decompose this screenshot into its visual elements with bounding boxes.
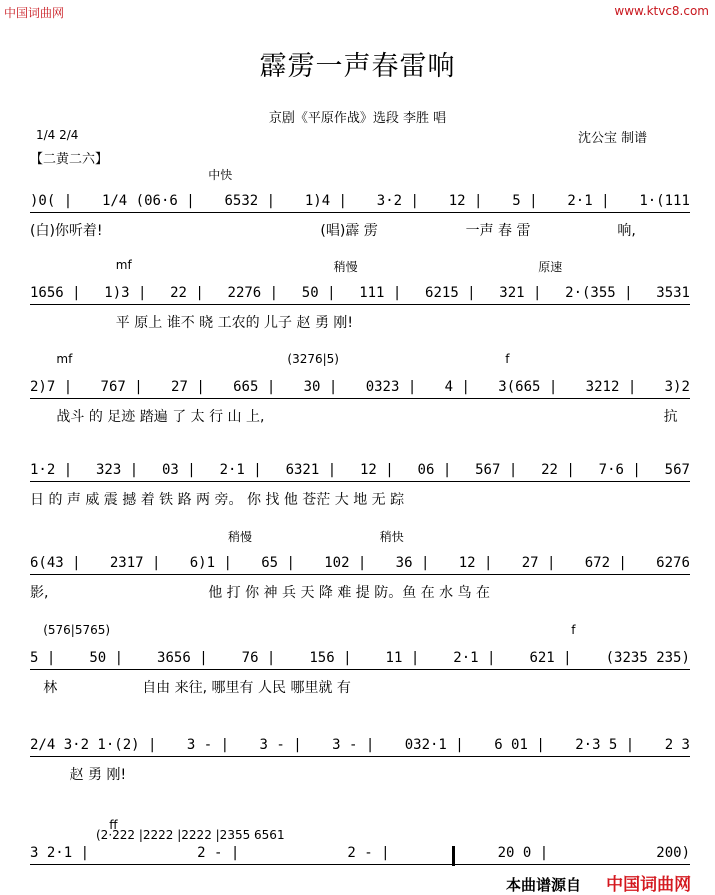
row-5-bar-1: 6(43 | [30,555,81,571]
row-6-bar-4: 76 | [241,650,276,666]
row-5-lyric-2: 他 打 你 神 兵 天 降 难 提 防。鱼 在 水 鸟 在 [208,585,491,601]
row-5-bar-6: 36 | [395,555,430,571]
row-6-bar-6: 11 | [385,650,420,666]
row-7-bar-3: 3 - | [259,737,302,753]
row-3-bar-6: 0323 | [365,379,417,395]
row-1-bar-3: 6532 | [224,193,276,209]
row-2-bar-1: 1656 | [30,285,81,301]
row-2-bar-5: 50 | [301,285,336,301]
row-7-lyric-1: 赵 勇 刚! [69,767,127,783]
row-8-bar-1: 3 2·1 | [30,845,90,861]
row-8-mark-2: (2·222 |2222 |2222 |2355 6561 [96,828,285,842]
row-3-lyric-1: 战斗 的 足迹 踏遍 了 太 行 山 上, [56,409,265,425]
row-3-bar-1: 2)7 | [30,379,73,395]
row-6-bar-7: 2·1 | [453,650,496,666]
row-8-beam [30,864,690,865]
row-5-bar-4: 65 | [261,555,295,571]
row-2-bar-4: 2276 | [227,285,279,301]
row-4-notes [30,462,690,478]
row-2-lyric-1: 平 原上 谁不 晓 工农的 儿子 赵 勇 刚! [115,315,354,331]
row-8-notes [30,845,690,861]
row-3-bar-3: 27 | [171,379,205,395]
row-3-bar-10: 3)2 [664,379,690,395]
song-title: 霹雳一声春雷响 [259,51,456,82]
row-2-mark-1: mf [115,258,132,272]
row-3-notes [30,379,690,395]
row-8-bar-3: 2 - | [347,845,390,861]
row-2-beam [30,304,690,305]
row-7-bar-1: 2/4 3·2 1·(2) | [30,737,157,753]
row-8-bar-4: 20 0 | [497,845,549,861]
row-1-lyric-1: (白)你听着! [30,223,103,239]
row-6-mark-2: f [571,623,576,637]
row-1-notes [30,193,690,209]
row-6-bar-9: (3235 235) [605,650,690,666]
row-3-bar-8: 3(665 | [498,379,558,395]
row-3-mark-3: f [505,352,510,366]
row-8-mark-1: ff [109,818,118,832]
row-2-bar-6: 111 | [359,285,402,301]
watermark-left: 中国词曲网 [4,6,65,20]
row-2-bar-8: 321 | [499,285,542,301]
row-2-bar-10: 3531 [656,285,690,301]
row-1-bar-1: )0( | [30,193,73,209]
row-5-bar-2: 2317 | [109,555,161,571]
row-6-lyric-2: 自由 来往, 哪里有 人民 哪里就 有 [142,680,351,696]
row-1-beam [30,212,690,213]
row-3-mark-2: (3276|5) [287,352,339,366]
watermark-right: www.ktvc8.com [614,4,709,18]
row-3-bar-9: 3212 | [585,379,637,395]
row-1-bar-4: 1)4 | [304,193,347,209]
row-4-bar-4: 2·1 | [219,462,262,478]
row-6-bar-8: 621 | [529,650,572,666]
row-5-beam [30,574,690,575]
row-6-lyric-1: 林 [43,680,58,696]
row-1-bar-5: 3·2 | [376,193,419,209]
row-1-bar-9: 1·(111 [639,193,690,209]
footer [506,870,691,895]
row-3-lyric-2: 抗 [663,409,678,425]
row-4-bar-2: 323 | [96,462,139,478]
row-6-bar-5: 156 | [309,650,352,666]
footer-brand: 中国词曲网 [606,875,692,895]
row-8-bar-2: 2 - | [197,845,240,861]
row-4-bar-10: 7·6 | [598,462,641,478]
row-4-bar-1: 1·2 | [30,462,73,478]
row-4-lyric-1: 日 的 声 威 震 撼 着 铁 路 两 旁。 你 找 他 苍茫 大 地 无 踪 [30,492,405,508]
row-3-bar-5: 30 | [303,379,338,395]
row-1-lyric-3: 一声 春 雷 [465,223,531,239]
row-4-bar-9: 22 | [541,462,575,478]
row-5-bar-5: 102 | [324,555,367,571]
row-1-bar-2: 1/4 (06·6 | [101,193,195,209]
row-5-lyric-1: 影, [30,585,49,601]
row-4-bar-8: 567 | [475,462,518,478]
row-2-notes [30,285,690,301]
row-5-bar-7: 12 | [458,555,493,571]
row-1-lyric-4: 响, [617,223,636,239]
row-6-notes [30,650,690,666]
row-7-beam [30,756,690,757]
row-1-bar-8: 2·1 | [567,193,610,209]
row-4-bar-3: 03 | [162,462,196,478]
row-3-bar-7: 4 | [444,379,470,395]
footer-text: 本曲谱源自 [506,876,582,894]
row-6-bar-1: 5 | [30,650,56,666]
row-2-bar-9: 2·(355 | [565,285,633,301]
row-7-notes [30,737,690,753]
mode-label: 【二黄二六】 [30,152,109,167]
row-3-beam [30,398,690,399]
row-1-bar-7: 5 | [512,193,538,209]
row-5-mark-2: 稍快 [379,530,404,544]
row-7-bar-8: 2 3 [664,737,690,753]
row-2-mark-3: 原速 [538,260,563,274]
row-2-bar-3: 22 | [170,285,204,301]
row-5-bar-9: 672 | [584,555,627,571]
row-5-notes [30,555,690,571]
row-1-mark-1: 中快 [208,168,233,182]
row-7-bar-7: 2·3 5 | [575,737,635,753]
row-2-bar-7: 6215 | [425,285,476,301]
row-6-bar-3: 3656 | [157,650,208,666]
row-2-bar-2: 1)3 | [104,285,147,301]
row-4-bar-5: 6321 | [285,462,337,478]
row-6-bar-2: 50 | [89,650,124,666]
row-4-beam [30,481,690,482]
row-7-bar-4: 3 - | [332,737,375,753]
row-3-bar-4: 665 | [233,379,276,395]
row-5-bar-3: 6)1 | [189,555,232,571]
row-8-bar-5: 200) [656,845,690,861]
row-5-bar-10: 6276 [656,555,690,571]
row-3-mark-1: mf [56,352,73,366]
row-4-bar-7: 06 | [417,462,452,478]
row-7-bar-6: 6 01 | [494,737,545,753]
song-subtitle: 京剧《平原作战》选段 李胜 唱 [268,111,447,126]
final-barline [452,846,455,866]
row-5-mark-1: 稍慢 [228,530,253,544]
row-5-bar-8: 27 | [521,555,556,571]
row-4-bar-6: 12 | [359,462,394,478]
row-1-bar-6: 12 | [448,193,483,209]
row-1-lyric-2: (唱)霹 雳 [320,223,378,239]
row-6-mark-1: (576|5765) [43,623,111,637]
row-2-mark-2: 稍慢 [333,260,358,274]
row-4-bar-11: 567 [664,462,690,478]
row-7-bar-5: 032·1 | [404,737,464,753]
row-7-bar-2: 3 - | [186,737,230,753]
row-6-beam [30,669,690,670]
arranger: 沈公宝 制谱 [578,131,648,146]
meter: 1/4 2/4 [36,128,79,142]
row-3-bar-2: 767 | [100,379,143,395]
